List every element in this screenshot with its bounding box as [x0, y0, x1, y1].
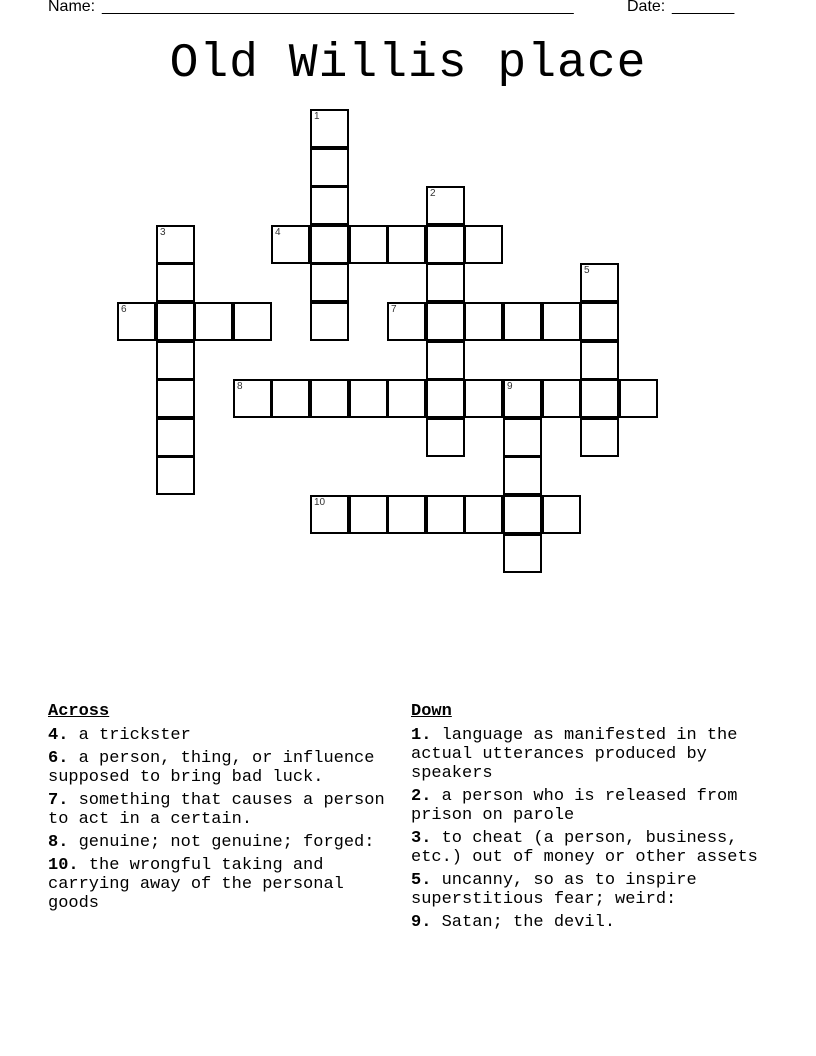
clue-text: a person, thing, or influence supposed to bring bad luck.	[48, 749, 375, 787]
clue-text: a trickster	[78, 726, 191, 745]
down-heading: Down	[411, 702, 452, 721]
grid-cell[interactable]	[426, 418, 465, 457]
grid-cell[interactable]	[387, 225, 426, 264]
grid-cell[interactable]	[310, 186, 349, 225]
clue-number: 10.	[48, 856, 79, 875]
grid-cell[interactable]	[503, 456, 542, 495]
grid-cell-numbered[interactable]	[580, 263, 619, 302]
clue-down	[411, 871, 781, 909]
clue-text: a person who is released from prison on parole	[411, 787, 738, 825]
grid-cell-numbered[interactable]	[426, 186, 465, 225]
grid-cell[interactable]	[156, 418, 195, 457]
clue-text: language as manifested in the actual utterances produced by speakers	[411, 726, 738, 783]
clue-across	[48, 856, 398, 913]
cell-number: 10	[314, 497, 326, 508]
clue-text: to cheat (a person, business, etc.) out of money or other assets	[411, 829, 758, 867]
grid-cell[interactable]	[426, 379, 465, 418]
cell-number: 5	[584, 265, 590, 276]
grid-cell[interactable]	[310, 225, 349, 264]
puzzle-title: Old Willis place	[169, 37, 647, 91]
cell-number: 8	[237, 381, 243, 392]
grid-cell[interactable]	[542, 495, 581, 534]
grid-cell[interactable]	[503, 302, 542, 341]
grid-cell[interactable]	[310, 263, 349, 302]
grid-cell[interactable]	[349, 225, 388, 264]
grid-cell[interactable]	[349, 379, 388, 418]
grid-cell-numbered[interactable]	[271, 225, 310, 264]
clue-down	[411, 829, 781, 867]
clue-number: 2.	[411, 787, 432, 806]
grid-cell[interactable]	[426, 225, 465, 264]
date-label: Date:	[627, 0, 666, 15]
clue-number: 9.	[411, 913, 432, 932]
clue-across	[48, 791, 398, 829]
grid-cell[interactable]	[503, 495, 542, 534]
clue-across	[48, 726, 398, 745]
grid-cell-numbered[interactable]	[233, 379, 272, 418]
cell-number: 4	[275, 227, 281, 238]
grid-cell[interactable]	[580, 302, 619, 341]
grid-cell[interactable]	[619, 379, 658, 418]
grid-cell[interactable]	[426, 341, 465, 380]
grid-cell[interactable]	[349, 495, 388, 534]
clue-down	[411, 787, 781, 825]
grid-cell[interactable]	[387, 495, 426, 534]
clue-number: 7.	[48, 791, 69, 810]
name-blank-line[interactable]: _____________________________________________________	[102, 0, 574, 15]
cell-number: 9	[507, 381, 513, 392]
grid-cell[interactable]	[464, 302, 503, 341]
clue-text: Satan; the devil.	[441, 913, 616, 932]
cell-number: 3	[160, 227, 166, 238]
across-clues	[48, 702, 398, 917]
clue-number: 4.	[48, 726, 69, 745]
grid-cell[interactable]	[503, 534, 542, 573]
grid-cell[interactable]	[464, 379, 503, 418]
grid-cell-numbered[interactable]	[156, 225, 195, 264]
grid-cell[interactable]	[310, 379, 349, 418]
grid-cell-numbered[interactable]	[117, 302, 156, 341]
grid-cell[interactable]	[580, 341, 619, 380]
clue-number: 1.	[411, 726, 432, 745]
clue-down	[411, 726, 781, 783]
grid-cell[interactable]	[426, 263, 465, 302]
cell-number: 7	[391, 304, 397, 315]
grid-cell[interactable]	[426, 302, 465, 341]
cell-number: 1	[314, 111, 320, 122]
grid-cell[interactable]	[426, 495, 465, 534]
grid-cell[interactable]	[156, 456, 195, 495]
date-blank-line[interactable]: _______	[672, 0, 735, 15]
grid-cell[interactable]	[542, 302, 581, 341]
clue-number: 6.	[48, 749, 69, 768]
grid-cell[interactable]	[233, 302, 272, 341]
grid-cell-numbered[interactable]	[503, 379, 542, 418]
cell-number: 6	[121, 304, 127, 315]
clue-text: something that causes a person to act in a certain.	[48, 791, 385, 829]
clue-text: the wrongful taking and carrying away of the personal goods	[48, 856, 344, 913]
clue-text: genuine; not genuine; forged:	[78, 833, 375, 852]
grid-cell[interactable]	[464, 225, 503, 264]
grid-cell[interactable]	[503, 418, 542, 457]
name-label: Name:	[48, 0, 96, 15]
grid-cell[interactable]	[156, 341, 195, 380]
grid-cell[interactable]	[580, 418, 619, 457]
clue-down	[411, 913, 781, 932]
cell-number: 2	[430, 188, 436, 199]
grid-cell[interactable]	[464, 495, 503, 534]
grid-cell[interactable]	[580, 379, 619, 418]
grid-cell[interactable]	[194, 302, 233, 341]
grid-cell[interactable]	[542, 379, 581, 418]
grid-cell[interactable]	[310, 148, 349, 187]
grid-cell-numbered[interactable]	[310, 109, 349, 148]
down-clues	[411, 702, 781, 936]
grid-cell[interactable]	[271, 379, 310, 418]
grid-cell[interactable]	[156, 379, 195, 418]
grid-cell[interactable]	[387, 379, 426, 418]
clue-number: 3.	[411, 829, 432, 848]
clue-number: 8.	[48, 833, 69, 852]
clue-across	[48, 749, 398, 787]
clue-across	[48, 833, 398, 852]
grid-cell-numbered[interactable]	[387, 302, 426, 341]
clue-text: uncanny, so as to inspire superstitious fear; weird:	[411, 871, 697, 909]
grid-cell[interactable]	[156, 302, 195, 341]
grid-cell[interactable]	[156, 263, 195, 302]
grid-cell-numbered[interactable]	[310, 495, 349, 534]
across-heading: Across	[48, 702, 110, 721]
clue-number: 5.	[411, 871, 432, 890]
grid-cell[interactable]	[310, 302, 349, 341]
